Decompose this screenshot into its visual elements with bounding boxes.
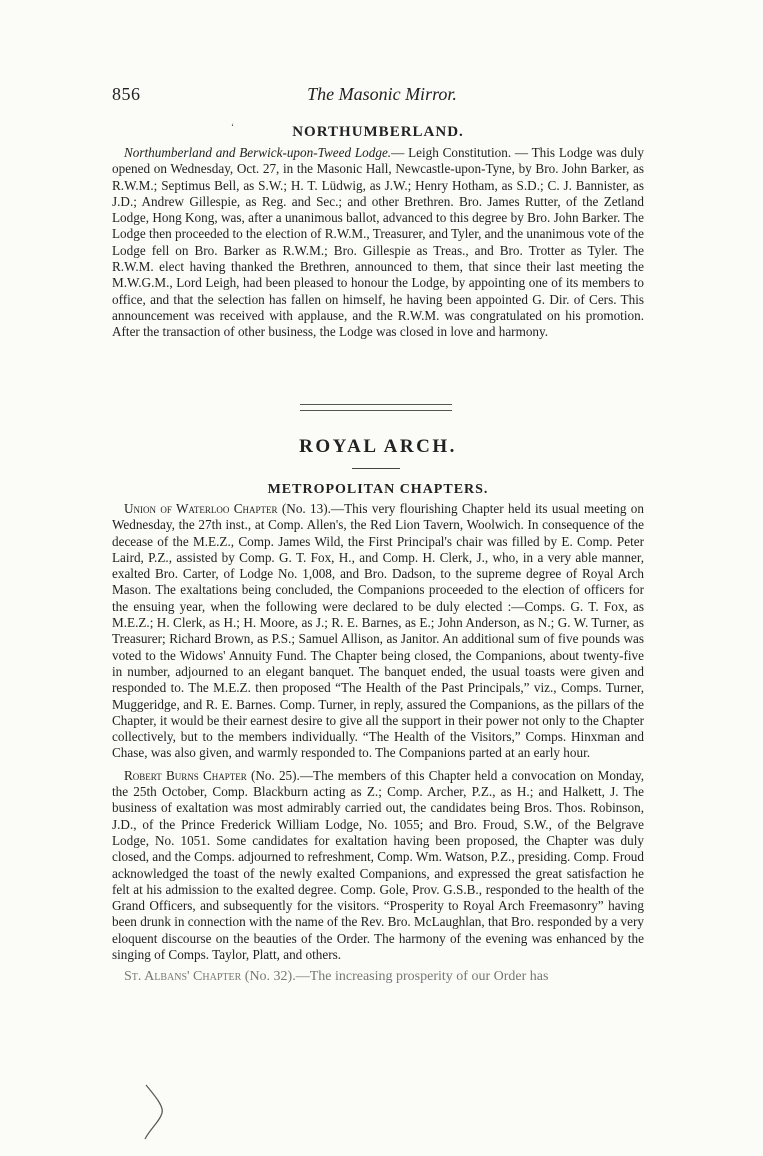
- royal-arch-heading: ROYAL ARCH.: [299, 436, 457, 457]
- st-albans-body: (No. 32).—The increasing prosperity of our Order has: [241, 969, 549, 985]
- northumberland-lead: Northumberland and Berwick-upon-Tweed Lodge.: [124, 145, 392, 160]
- robert-burns-lead: Robert Burns Chapter: [124, 767, 247, 783]
- heading-rule: [352, 468, 400, 469]
- northumberland-heading: NORTHUMBERLAND.: [292, 124, 464, 140]
- ink-speck: ʻ: [231, 122, 234, 132]
- journal-title: The Masonic Mirror.: [307, 84, 457, 104]
- page-number: 856: [112, 84, 141, 104]
- waterloo-paragraph: [112, 501, 644, 762]
- northumberland-paragraph: [112, 145, 644, 341]
- metropolitan-subheading: METROPOLITAN CHAPTERS.: [267, 482, 489, 497]
- waterloo-lead: Union of Waterloo Chapter: [124, 501, 278, 516]
- northumberland-body: — Leigh Constitution. — This Lodge was duly opened on Wednesday, Oct. 27, in the Masonic Hall, Newcastle-upon-Tyne, by Bro. John Barker, as R.W.M.; Septimus Bell, as S.W.; H. T. Lüdwig, as J.W.; Henry Hotham, as S.D.; C. J. Bannister, as J.D.; Andrew Gillespie, as Reg. and Sec.; and other Brethren. Bro. James Rutter, of the Zetland Lodge, Hong Kong, was, after a unanimous ballot, advanced to this degree by Bro. John Barker. The Lodge then proceeded to the election of R.W.M., Treasurer, and Tyler, and the unanimous vote of the Lodge fell on Bro. Barker as R.W.M.; Bro. Gillespie as Treas., and Bro. Trotter as Tyler. The R.W.M. elect having thanked the Brethren, announced to them, that since their last meeting the M.W.G.M., Lord Leigh, had been pleased to honour the Lodge, by appointing one of its members to office, and that the selection has fallen on himself, he having been appointed G. Dir. of Cers. This announcement was received with applause, and the R.W.M. was congratulated on his promotion. After the transaction of other business, the Lodge was closed in love and harmony.: [112, 145, 645, 340]
- running-head: [112, 84, 652, 108]
- waterloo-body: (No. 13).—This very flourishing Chapter held its usual meeting on Wednesday, the 27th inst., at Comp. Allen's, the Red Lion Tavern, Woolwich. In consequence of the decease of the M.E.Z., Comp. James Wild, the First Principal's chair was filled by E. Comp. Peter Laird, P.Z., assisted by Comp. G. T. Fox, H., and Comp. H. Clerk, J., who, in a very able manner, exalted Bro. Carter, of Lodge No. 1,008, and Bro. Dadson, to the supreme degree of Royal Arch Mason. The exaltations being concluded, the Companions proceeded to the election of officers for the ensuing year, when the following were declared to be duly elected :—Comps. G. T. Fox, as M.E.Z.; H. Clerk, as H.; H. Moore, as J.; R. E. Barnes, as E.; John Anderson, as N.; G. W. Turner, as Treasurer; Richard Brown, as P.S.; Samuel Allison, as Janitor. An additional sum of five pounds was voted to the Widows' Annuity Fund. The Chapter being closed, the Companions, about twenty-five in number, adjourned to an elegant banquet. The banquet ended, the usual toasts were given and responded to. The M.E.Z. then proposed “The Health of the Past Principals,” viz., Comps. Turner, Muggeridge, and R. E. Barnes. Comp. Turner, in reply, assured the Companions, as the pillars of the Chapter, it would be their earnest desire to give all the support in their power not only to the Chapter collectively, but to the members individually. “The Health of the Visitors,” Comps. Hinxman and Chase, was also given, and warmly responded to. The Companions parted at an early hour.: [112, 501, 644, 761]
- northumberland-section: [112, 124, 644, 341]
- st-albans-paragraph: [112, 969, 644, 985]
- section-divider: [300, 404, 452, 411]
- margin-bracket-mark: [142, 1083, 166, 1141]
- st-albans-lead: St. Albans' Chapter: [124, 969, 242, 985]
- robert-burns-body: (No. 25).—The members of this Chapter held a convocation on Monday, the 25th October, Comp. Blackburn acting as Z.; Comp. Archer, P.Z., as H.; and Halkett, J. The business of exaltation was most admirably carried out, the candidates being Bros. Thos. Robinson, J.D., of the Prince Frederick William Lodge, No. 1055; and Bro. Froud, S.W., of the Belgrave Lodge, No. 1051. Some candidates for exaltation having been proposed, the Chapter was duly closed, and the Comps. adjourned to refreshment, Comp. Wm. Watson, P.Z., presiding. Comp. Froud acknowledged the toast of the newly exalted Companions, and expressed the great satisfaction he felt at his admission to the exalted degree. Comp. Gole, Prov. G.S.B., responded to the health of the Grand Officers, and subsequently for the visitors. “Prosperity to Royal Arch Freemasonry” having been drunk in connection with the name of the Rev. Bro. McLaughlan, that Bro. responded by a very eloquent discourse on the beauties of the Order. The harmony of the evening was enhanced by the singing of Comps. Taylor, Platt, and others.: [112, 767, 644, 963]
- royal-arch-section: [112, 482, 644, 986]
- robert-burns-paragraph: [112, 768, 644, 964]
